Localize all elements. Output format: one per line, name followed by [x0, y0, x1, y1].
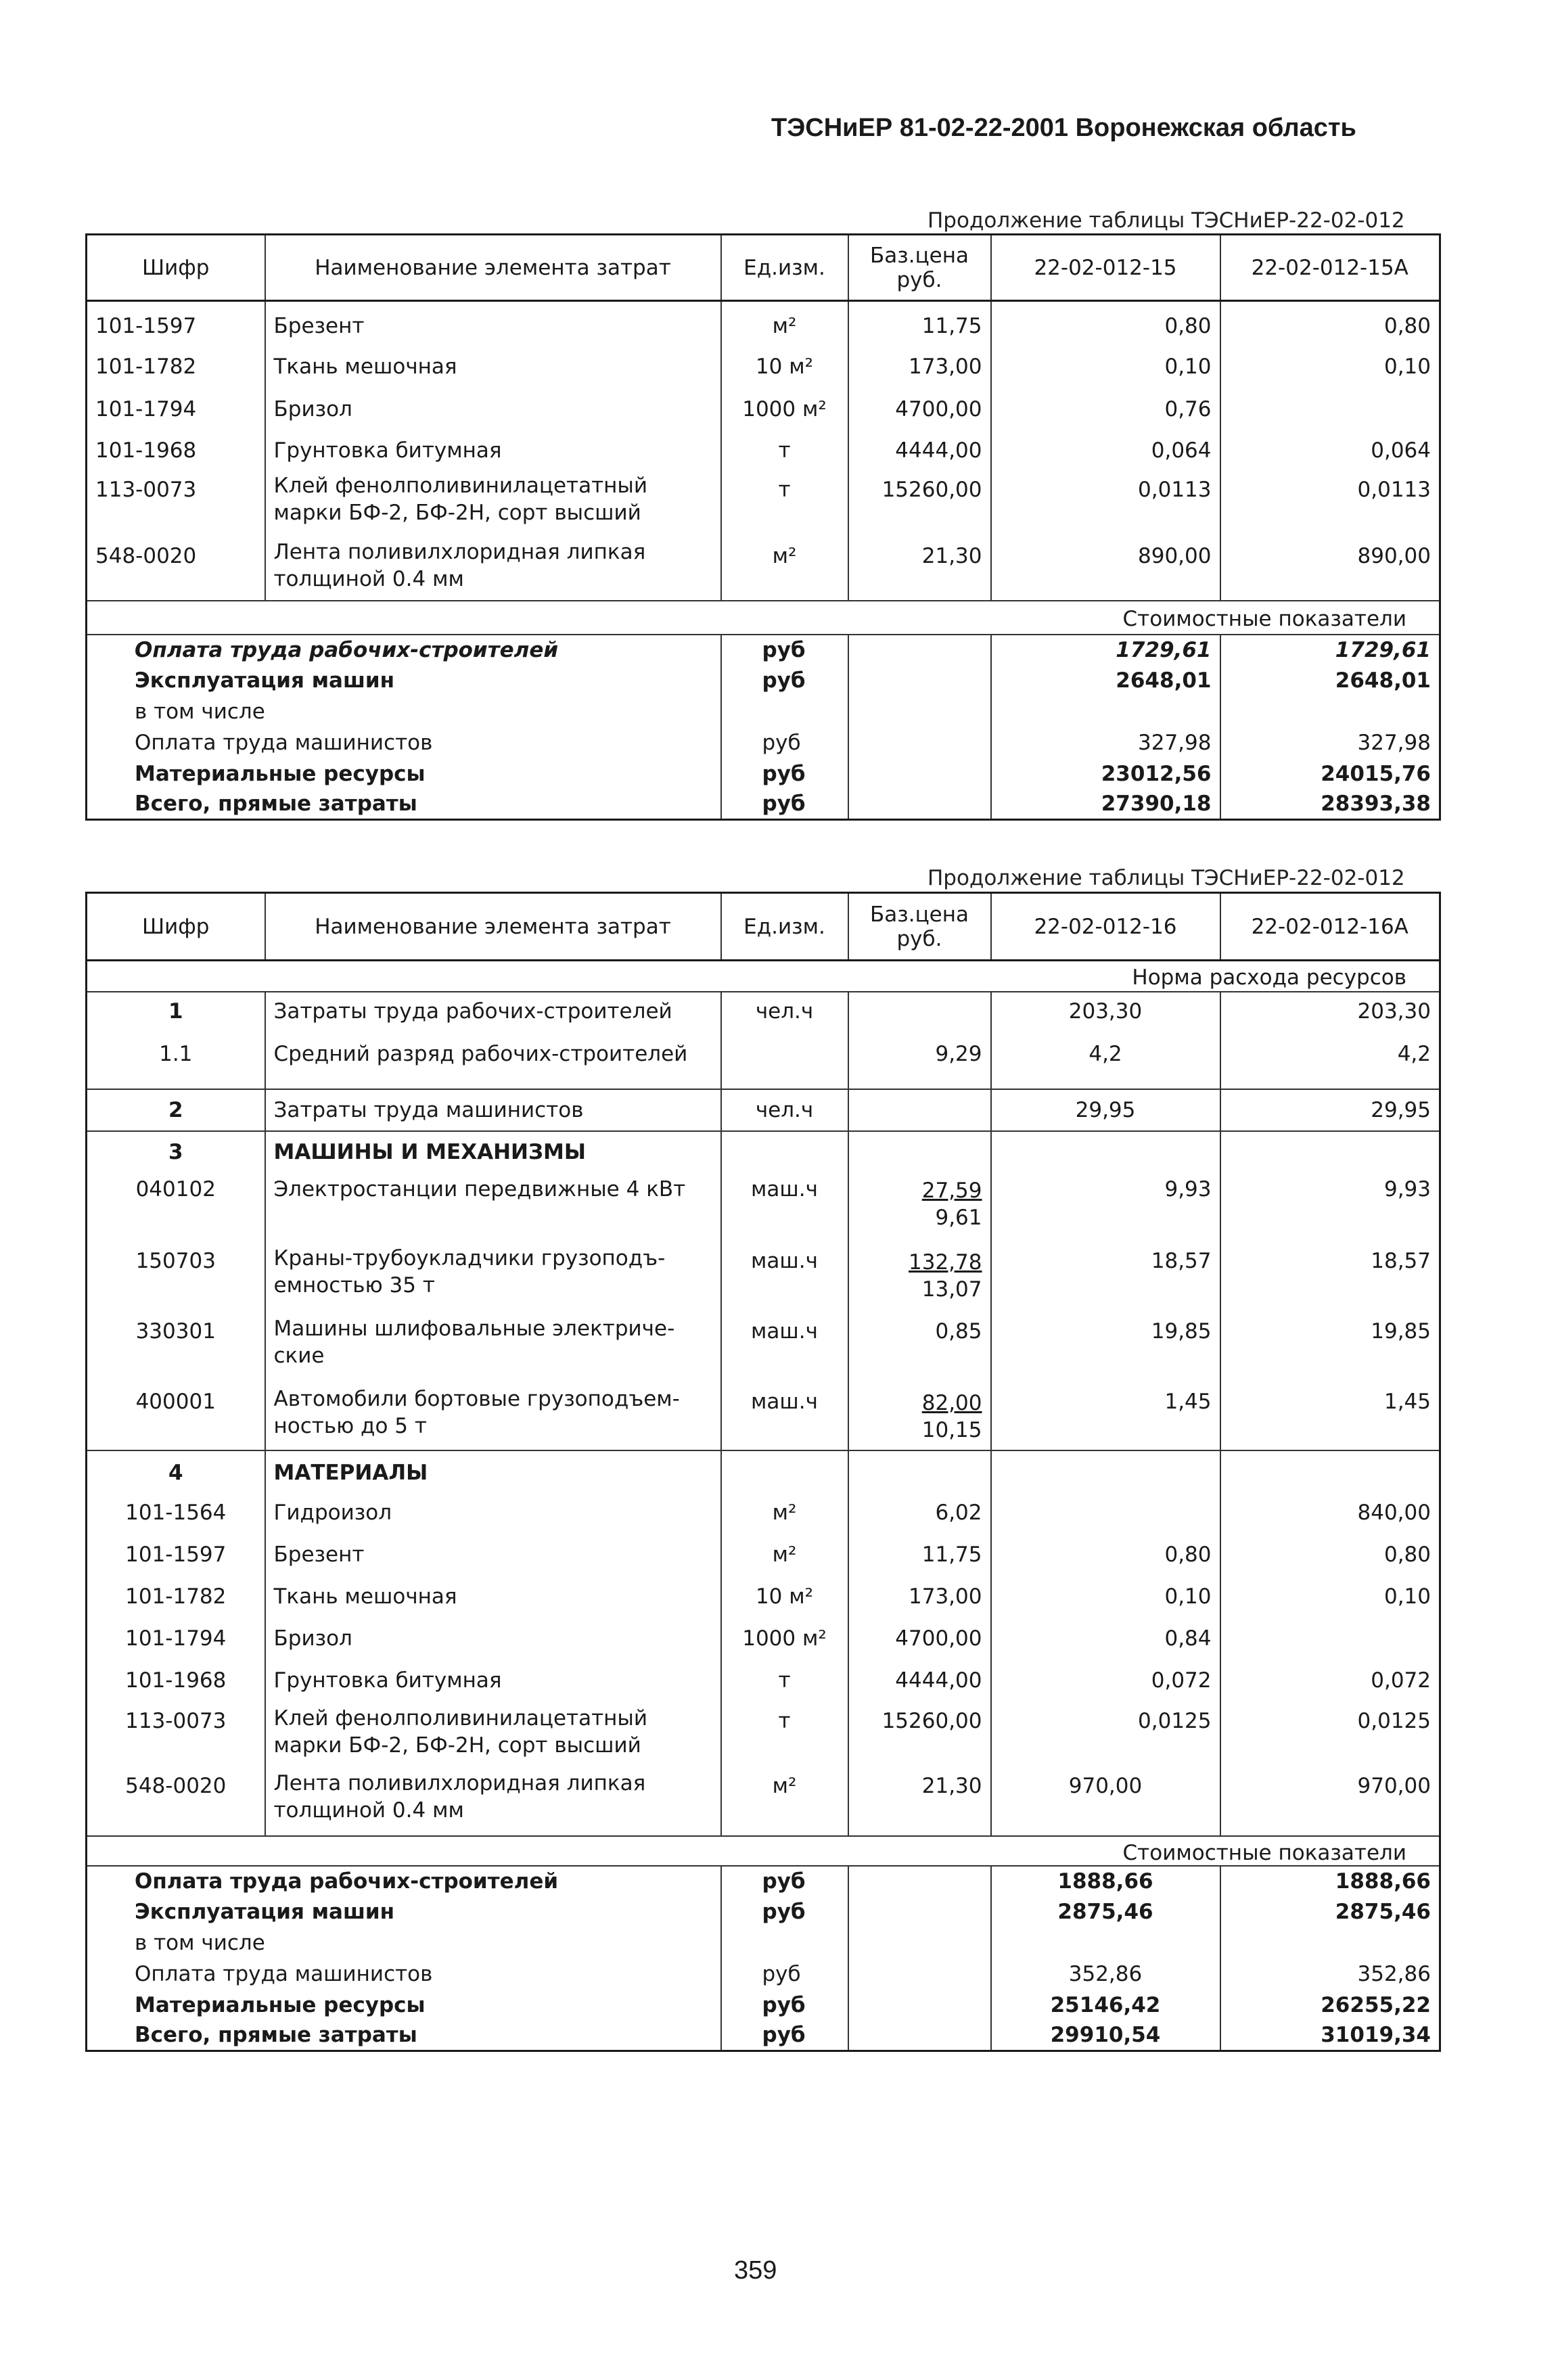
- page-number: 359: [734, 2256, 777, 2285]
- summary-v1: 1888,66: [991, 1866, 1220, 1897]
- price-sub: 13,07: [921, 1277, 982, 1302]
- cell-v1: 18,57: [991, 1245, 1220, 1315]
- summary-v2: 26255,22: [1220, 1990, 1440, 2021]
- table1-header-row: [87, 235, 1440, 301]
- summary-v2: 1729,61: [1220, 635, 1440, 666]
- summary-name: Оплата труда машинистов: [135, 1961, 433, 1986]
- table-row: [87, 1315, 1440, 1386]
- group-header-row: [87, 1450, 1440, 1495]
- cell-empty: [721, 1131, 848, 1173]
- cell-price: 21,30: [848, 1770, 991, 1836]
- cell-empty: [848, 1131, 991, 1173]
- cell-name: Лента поливилхлоридная липкая толщиной 0.4 мм: [265, 1770, 721, 1836]
- cell-v2: [1220, 1621, 1440, 1663]
- cell-v2: 18,57: [1220, 1245, 1440, 1315]
- cell-code: 101-1794: [95, 396, 197, 421]
- price-main: 82,00: [921, 1390, 982, 1415]
- summary-unit: [721, 1928, 848, 1959]
- cell-v2: 840,00: [1220, 1495, 1440, 1537]
- summary-name: в том числе: [135, 699, 265, 724]
- cell-name: Средний разряд рабочих-строителей: [265, 1032, 721, 1089]
- cell-v2: [1220, 388, 1440, 430]
- summary-unit: руб: [721, 1990, 848, 2021]
- cell-v1: 890,00: [991, 537, 1220, 601]
- table1-caption: Продолжение таблицы ТЭСНиЕР-22-02-012: [927, 208, 1405, 233]
- cell-v1: 970,00: [991, 1770, 1220, 1836]
- cell-name: Брезент: [265, 301, 721, 345]
- cell-v2: 0,10: [1220, 345, 1440, 388]
- summary-v1: 1729,61: [991, 635, 1220, 666]
- summary-v2: 1888,66: [1220, 1866, 1440, 1897]
- cell-v1: 1,45: [991, 1386, 1220, 1450]
- table-row: [87, 1621, 1440, 1663]
- cell-name: Бризол: [265, 388, 721, 430]
- col-header-name: Наименование элемента затрат: [265, 893, 721, 961]
- col-header-v2: 22-02-012-15А: [1220, 235, 1440, 301]
- cell-price: [848, 1173, 991, 1245]
- summary-empty: [848, 697, 991, 728]
- col-header-price: Баз.цена руб.: [848, 893, 991, 961]
- cell-price: [848, 1386, 991, 1450]
- cell-name: Автомобили бортовые грузоподъем-ностью до 5 т: [265, 1386, 721, 1450]
- cell-v1: 0,76: [991, 388, 1220, 430]
- cell-code: 548-0020: [95, 543, 197, 568]
- cell-name: Грунтовка битумная: [265, 1663, 721, 1705]
- cell-unit: 10 м²: [721, 345, 848, 388]
- summary-v1: 27390,18: [991, 790, 1220, 820]
- cell-unit: 1000 м²: [721, 388, 848, 430]
- cell-code: 4: [87, 1450, 265, 1495]
- cell-price: 0,85: [848, 1315, 991, 1386]
- summary-unit: руб: [721, 666, 848, 697]
- cell-code: 1.1: [159, 1041, 193, 1066]
- table2-caption: Продолжение таблицы ТЭСНиЕР-22-02-012: [927, 866, 1405, 890]
- col-header-code: Шифр: [87, 893, 265, 961]
- summary-name: Оплата труда машинистов: [135, 730, 433, 755]
- summary-empty: [848, 759, 991, 790]
- cell-price: [848, 1245, 991, 1315]
- cell-v2: 9,93: [1220, 1173, 1440, 1245]
- cell-unit: чел.ч: [721, 1089, 848, 1131]
- summary-row: [87, 1866, 1440, 1897]
- table-row: [87, 388, 1440, 430]
- cell-v2: 29,95: [1220, 1089, 1440, 1131]
- summary-row: [87, 759, 1440, 790]
- price-main: 27,59: [921, 1178, 982, 1203]
- cell-code: 1: [87, 992, 265, 1032]
- summary-name: Эксплуатация машин: [135, 1899, 395, 1924]
- cell-unit: [721, 1032, 848, 1089]
- cell-unit: м²: [721, 1770, 848, 1836]
- cell-v1: 0,10: [991, 345, 1220, 388]
- cell-v2: 0,10: [1220, 1579, 1440, 1621]
- cell-price: 173,00: [848, 1579, 991, 1621]
- summary-unit: руб: [721, 759, 848, 790]
- summary-row: [87, 697, 1440, 728]
- table-row: [87, 1663, 1440, 1705]
- col-header-v2: 22-02-012-16А: [1220, 893, 1440, 961]
- summary-name: в том числе: [135, 1930, 265, 1955]
- cell-price: 11,75: [848, 1537, 991, 1579]
- summary-unit: руб: [721, 1897, 848, 1928]
- summary-v2: 327,98: [1220, 728, 1440, 759]
- summary-empty: [848, 790, 991, 820]
- section-label-norm: Норма расхода ресурсов: [1132, 965, 1406, 990]
- summary-v2: 2875,46: [1220, 1897, 1440, 1928]
- section-label-cost: Стоимостные показатели: [87, 601, 1440, 635]
- cell-price: 15260,00: [848, 471, 991, 537]
- section-header-row: [87, 601, 1440, 635]
- cell-name: Гидроизол: [265, 1495, 721, 1537]
- cell-v1: 19,85: [991, 1315, 1220, 1386]
- col-header-unit: Ед.изм.: [721, 235, 848, 301]
- summary-v1: 29910,54: [991, 2021, 1220, 2051]
- cell-unit: т: [721, 1705, 848, 1770]
- cell-v2: 203,30: [1220, 992, 1440, 1032]
- summary-row: [87, 666, 1440, 697]
- cell-unit: маш.ч: [721, 1315, 848, 1386]
- cell-name: Клей фенолполивинилацетатный марки БФ-2, БФ-2Н, сорт высший: [265, 471, 721, 537]
- cell-price: 4700,00: [848, 388, 991, 430]
- cell-v2: 0,80: [1220, 1537, 1440, 1579]
- summary-v1: [991, 1928, 1220, 1959]
- summary-empty: [848, 1990, 991, 2021]
- price-sub: 10,15: [921, 1417, 982, 1442]
- table-row: [87, 430, 1440, 471]
- summary-name: Материальные ресурсы: [135, 1992, 426, 2017]
- cell-v1: 0,0125: [991, 1705, 1220, 1770]
- cell-empty: [721, 1450, 848, 1495]
- summary-row: [87, 2021, 1440, 2051]
- cell-code: 040102: [135, 1176, 216, 1202]
- table-row: [87, 1032, 1440, 1089]
- cell-code: 330301: [135, 1319, 216, 1344]
- table-row: [87, 1705, 1440, 1770]
- cell-name: Бризол: [265, 1621, 721, 1663]
- table-row: [87, 1173, 1440, 1245]
- cell-name: Грунтовка битумная: [265, 430, 721, 471]
- cell-unit: м²: [721, 1495, 848, 1537]
- cell-name: Затраты труда рабочих-строителей: [265, 992, 721, 1032]
- cell-code: 113-0073: [95, 477, 197, 502]
- cell-unit: т: [721, 1663, 848, 1705]
- table-row: [87, 471, 1440, 537]
- summary-v2: 31019,34: [1220, 2021, 1440, 2051]
- summary-empty: [848, 1897, 991, 1928]
- cell-v1: 9,93: [991, 1173, 1220, 1245]
- cell-v1: 203,30: [991, 992, 1220, 1032]
- summary-row: [87, 635, 1440, 666]
- table-row: [87, 301, 1440, 345]
- summary-unit: руб: [721, 790, 848, 820]
- summary-name: Материальные ресурсы: [135, 761, 426, 786]
- cell-unit: м²: [721, 1537, 848, 1579]
- cell-code: 113-0073: [125, 1708, 227, 1733]
- col-header-unit: Ед.изм.: [721, 893, 848, 961]
- table-row: [87, 1495, 1440, 1537]
- table-row: [87, 1537, 1440, 1579]
- col-header-v1: 22-02-012-15: [991, 235, 1220, 301]
- cell-unit: м²: [721, 301, 848, 345]
- summary-v2: 28393,38: [1220, 790, 1440, 820]
- cell-v1: 0,10: [991, 1579, 1220, 1621]
- table-row: [87, 345, 1440, 388]
- cell-price: 21,30: [848, 537, 991, 601]
- page-header: ТЭСНиЕР 81-02-22-2001 Воронежская область: [771, 114, 1356, 142]
- summary-unit: руб: [721, 728, 848, 759]
- cell-v2: 0,0113: [1220, 471, 1440, 537]
- cell-price: 11,75: [848, 301, 991, 345]
- cell-price: 173,00: [848, 345, 991, 388]
- cell-unit: маш.ч: [721, 1386, 848, 1450]
- cell-unit: маш.ч: [721, 1173, 848, 1245]
- cell-name: Лента поливилхлоридная липкая толщиной 0.4 мм: [265, 537, 721, 601]
- cell-empty: [1220, 1450, 1440, 1495]
- summary-empty: [848, 1959, 991, 1990]
- cell-code: 400001: [135, 1389, 216, 1414]
- summary-v1: 23012,56: [991, 759, 1220, 790]
- cell-price: [848, 992, 991, 1032]
- cell-name: Клей фенолполивинилацетатный марки БФ-2, БФ-2Н, сорт высший: [265, 1705, 721, 1770]
- cell-v1: 0,80: [991, 1537, 1220, 1579]
- cell-v2: 0,064: [1220, 430, 1440, 471]
- summary-v2: [1220, 1928, 1440, 1959]
- summary-v1: 2875,46: [991, 1897, 1220, 1928]
- cell-code: 101-1564: [125, 1500, 227, 1525]
- summary-v1: 352,86: [991, 1959, 1220, 1990]
- section-header-row: [87, 1836, 1440, 1866]
- cell-empty: [991, 1131, 1220, 1173]
- table1: [85, 233, 1441, 821]
- summary-empty: [848, 635, 991, 666]
- cell-v2: 0,0125: [1220, 1705, 1440, 1770]
- cell-price: 9,29: [848, 1032, 991, 1089]
- col-header-price: Баз.цена руб.: [848, 235, 991, 301]
- summary-row: [87, 1928, 1440, 1959]
- cell-unit: т: [721, 471, 848, 537]
- table-row: [87, 1386, 1440, 1450]
- price-main: 132,78: [909, 1250, 982, 1275]
- cell-name: Краны-трубоукладчики грузоподъ-емностью 35 т: [265, 1245, 721, 1315]
- cell-code: 101-1782: [125, 1584, 227, 1609]
- cell-code: 548-0020: [125, 1773, 227, 1798]
- cell-price: 4700,00: [848, 1621, 991, 1663]
- summary-row: [87, 1897, 1440, 1928]
- summary-unit: руб: [721, 635, 848, 666]
- cell-empty: [848, 1450, 991, 1495]
- cell-name: Ткань мешочная: [265, 1579, 721, 1621]
- cell-v1: 0,064: [991, 430, 1220, 471]
- cell-v1: 0,072: [991, 1663, 1220, 1705]
- summary-name: Оплата труда рабочих-строителей: [87, 1866, 721, 1897]
- table2: [85, 892, 1441, 2052]
- cell-v2: 890,00: [1220, 537, 1440, 601]
- col-header-v1: 22-02-012-16: [991, 893, 1220, 961]
- cell-name: Электростанции передвижные 4 кВт: [265, 1173, 721, 1245]
- cell-code: 101-1968: [95, 438, 197, 463]
- cell-price: 4444,00: [848, 1663, 991, 1705]
- cell-unit: 1000 м²: [721, 1621, 848, 1663]
- cell-v1: 29,95: [991, 1089, 1220, 1131]
- col-header-name: Наименование элемента затрат: [265, 235, 721, 301]
- summary-name: Оплата труда рабочих-строителей: [87, 635, 721, 666]
- cell-v2: 0,072: [1220, 1663, 1440, 1705]
- cell-empty: [1220, 1131, 1440, 1173]
- col-header-code: Шифр: [87, 235, 265, 301]
- cell-unit: 10 м²: [721, 1579, 848, 1621]
- cell-v1: 0,80: [991, 301, 1220, 345]
- cell-code: 101-1968: [125, 1668, 227, 1693]
- table-row: [87, 992, 1440, 1032]
- cell-v2: 19,85: [1220, 1315, 1440, 1386]
- summary-name: Всего, прямые затраты: [135, 791, 417, 816]
- summary-v2: 352,86: [1220, 1959, 1440, 1990]
- cell-name: МАТЕРИАЛЫ: [265, 1450, 721, 1495]
- table-row: [87, 1770, 1440, 1836]
- cell-v2: 4,2: [1220, 1032, 1440, 1089]
- summary-name: Всего, прямые затраты: [135, 2022, 417, 2047]
- summary-name: Эксплуатация машин: [135, 668, 395, 693]
- section-label-cost: Стоимостные показатели: [87, 1836, 1440, 1866]
- summary-v1: 327,98: [991, 728, 1220, 759]
- cell-code: 2: [87, 1089, 265, 1131]
- cell-v2: 1,45: [1220, 1386, 1440, 1450]
- cell-v1: 4,2: [991, 1032, 1220, 1089]
- summary-empty: [848, 1866, 991, 1897]
- summary-unit: [721, 697, 848, 728]
- table-row: [87, 537, 1440, 601]
- cell-price: 6,02: [848, 1495, 991, 1537]
- cell-code: 150703: [135, 1248, 216, 1273]
- table-row: [87, 1089, 1440, 1131]
- summary-v2: 24015,76: [1220, 759, 1440, 790]
- cell-unit: маш.ч: [721, 1245, 848, 1315]
- cell-v1: 0,0113: [991, 471, 1220, 537]
- cell-unit: т: [721, 430, 848, 471]
- summary-empty: [848, 666, 991, 697]
- section-header-row: [87, 961, 1440, 992]
- cell-name: МАШИНЫ И МЕХАНИЗМЫ: [265, 1131, 721, 1173]
- summary-row: [87, 1990, 1440, 2021]
- summary-v2: 2648,01: [1220, 666, 1440, 697]
- summary-empty: [848, 728, 991, 759]
- cell-unit: м²: [721, 537, 848, 601]
- summary-v1: 2648,01: [991, 666, 1220, 697]
- cell-price: [848, 1089, 991, 1131]
- cell-name: Затраты труда машинистов: [265, 1089, 721, 1131]
- cell-v2: 970,00: [1220, 1770, 1440, 1836]
- summary-v1: [991, 697, 1220, 728]
- cell-name: Машины шлифовальные электриче-ские: [265, 1315, 721, 1386]
- cell-name: Ткань мешочная: [265, 345, 721, 388]
- summary-v2: [1220, 697, 1440, 728]
- summary-empty: [848, 1928, 991, 1959]
- cell-code: 3: [87, 1131, 265, 1173]
- group-header-row: [87, 1131, 1440, 1173]
- summary-row: [87, 728, 1440, 759]
- cell-empty: [991, 1450, 1220, 1495]
- cell-unit: чел.ч: [721, 992, 848, 1032]
- summary-row: [87, 790, 1440, 820]
- cell-v1: [991, 1495, 1220, 1537]
- cell-code: 101-1597: [125, 1542, 227, 1567]
- summary-v1: 25146,42: [991, 1990, 1220, 2021]
- cell-price: 15260,00: [848, 1705, 991, 1770]
- cell-name: Брезент: [265, 1537, 721, 1579]
- summary-unit: руб: [721, 2021, 848, 2051]
- summary-empty: [848, 2021, 991, 2051]
- cell-code: 101-1782: [95, 354, 197, 379]
- summary-row: [87, 1959, 1440, 1990]
- cell-price: 4444,00: [848, 430, 991, 471]
- summary-unit: руб: [721, 1866, 848, 1897]
- cell-v2: 0,80: [1220, 301, 1440, 345]
- cell-v1: 0,84: [991, 1621, 1220, 1663]
- summary-unit: руб: [721, 1959, 848, 1990]
- table-row: [87, 1245, 1440, 1315]
- table2-header-row: [87, 893, 1440, 961]
- cell-code: 101-1597: [95, 314, 197, 338]
- price-sub: 9,61: [935, 1205, 982, 1230]
- cell-code: 101-1794: [125, 1626, 227, 1651]
- table-row: [87, 1579, 1440, 1621]
